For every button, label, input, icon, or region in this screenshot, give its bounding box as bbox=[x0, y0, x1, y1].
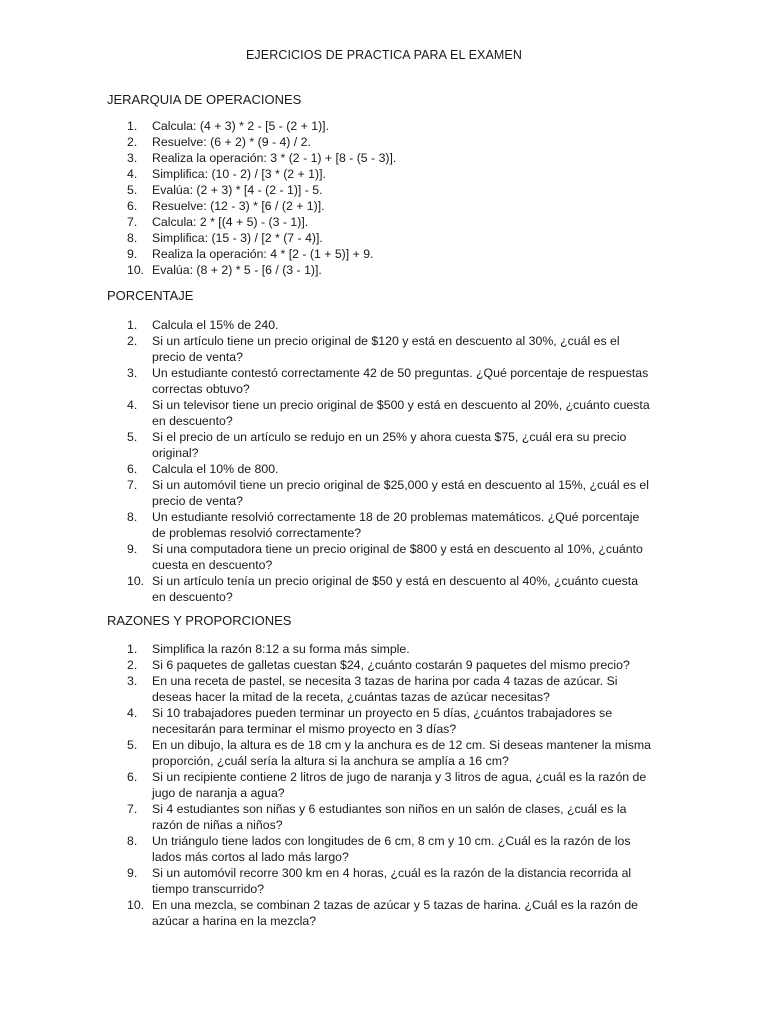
item-text-line: Un triángulo tiene lados con longitudes de 6 cm, 8 cm y 10 cm. ¿Cuál es la razón de los bbox=[152, 834, 631, 848]
item-number: 5. bbox=[127, 430, 138, 444]
section-heading: JERARQUIA DE OPERACIONES bbox=[107, 92, 302, 107]
item-text: Simplifica: (15 - 3) / [2 * (7 - 4)]. bbox=[152, 231, 323, 245]
item-number: 8. bbox=[127, 231, 138, 245]
item-text-line: Si un recipiente contiene 2 litros de jugo de naranja y 3 litros de agua, ¿cuál es la razón de bbox=[152, 770, 647, 784]
item-text-line: Calcula el 10% de 800. bbox=[152, 462, 279, 476]
item-number: 3. bbox=[127, 151, 138, 165]
list-item bbox=[107, 429, 667, 461]
list-item bbox=[107, 262, 667, 278]
item-text-line: En un dibujo, la altura es de 18 cm y la anchura es de 12 cm. Si deseas mantener la misma bbox=[152, 738, 651, 752]
item-number: 9. bbox=[127, 247, 138, 261]
item-number: 1. bbox=[127, 318, 138, 332]
list-item bbox=[107, 317, 667, 333]
item-text-line: Si un artículo tiene un precio original de $120 y está en descuento al 30%, ¿cuál es el bbox=[152, 334, 620, 348]
item-text-line: En una mezcla, se combinan 2 tazas de azúcar y 5 tazas de harina. ¿Cuál es la razón de bbox=[152, 898, 638, 912]
item-text-line: de problemas resolvió correctamente? bbox=[152, 526, 362, 540]
item-number: 1. bbox=[127, 119, 138, 133]
list-item bbox=[107, 397, 667, 429]
item-number: 7. bbox=[127, 802, 138, 816]
item-number: 4. bbox=[127, 398, 138, 412]
section-heading: RAZONES Y PROPORCIONES bbox=[107, 613, 292, 628]
item-text-line: Si un artículo tenía un precio original de $50 y está en descuento al 40%, ¿cuánto cuesta bbox=[152, 574, 639, 588]
list-item bbox=[107, 477, 667, 509]
list-item bbox=[107, 737, 667, 769]
item-text-line: original? bbox=[152, 446, 199, 460]
list-item bbox=[107, 134, 667, 150]
list-item bbox=[107, 705, 667, 737]
list-item bbox=[107, 801, 667, 833]
list-item bbox=[107, 365, 667, 397]
item-text-line: razón de niñas a niños? bbox=[152, 818, 283, 832]
list-item bbox=[107, 541, 667, 573]
item-text-line: Si una computadora tiene un precio original de $800 y está en descuento al 10%, ¿cuánto bbox=[152, 542, 643, 556]
list-item bbox=[107, 150, 667, 166]
item-text-line: precio de venta? bbox=[152, 494, 243, 508]
list-item bbox=[107, 461, 667, 477]
exercise-list bbox=[107, 641, 667, 929]
item-text-line: correctas obtuvo? bbox=[152, 382, 250, 396]
item-text-line: Si un automóvil tiene un precio original de $25,000 y está en descuento al 15%, ¿cuál es el bbox=[152, 478, 649, 492]
list-item bbox=[107, 897, 667, 929]
list-item bbox=[107, 573, 667, 605]
item-text: Resuelve: (6 + 2) * (9 - 4) / 2. bbox=[152, 135, 311, 149]
list-item bbox=[107, 509, 667, 541]
item-number: 6. bbox=[127, 462, 138, 476]
item-number: 9. bbox=[127, 542, 138, 556]
item-text-line: Si un automóvil recorre 300 km en 4 horas, ¿cuál es la razón de la distancia recorrida al bbox=[152, 866, 632, 880]
item-number: 3. bbox=[127, 674, 138, 688]
item-text-line: Un estudiante resolvió correctamente 18 de 20 problemas matemáticos. ¿Qué porcentaje bbox=[152, 510, 640, 524]
item-number: 2. bbox=[127, 334, 138, 348]
list-item bbox=[107, 230, 667, 246]
item-text-line: Un estudiante contestó correctamente 42 de 50 preguntas. ¿Qué porcentaje de respuestas bbox=[152, 366, 649, 380]
list-item bbox=[107, 198, 667, 214]
item-text: Simplifica: (10 - 2) / [3 * (2 + 1)]. bbox=[152, 167, 326, 181]
item-number: 10. bbox=[127, 898, 145, 912]
item-text-line: Si 10 trabajadores pueden terminar un proyecto en 5 días, ¿cuántos trabajadores se bbox=[152, 706, 613, 720]
list-item bbox=[107, 641, 667, 657]
section-heading: PORCENTAJE bbox=[107, 288, 194, 303]
section-porcentaje bbox=[107, 288, 667, 605]
item-text-line: Simplifica la razón 8:12 a su forma más simple. bbox=[152, 642, 410, 656]
item-number: 7. bbox=[127, 215, 138, 229]
item-number: 2. bbox=[127, 135, 138, 149]
list-item bbox=[107, 246, 667, 262]
item-text-line: en descuento? bbox=[152, 414, 233, 428]
item-text: Evalúa: (2 + 3) * [4 - (2 - 1)] - 5. bbox=[152, 183, 323, 197]
item-text: Resuelve: (12 - 3) * [6 / (2 + 1)]. bbox=[152, 199, 325, 213]
document-title: EJERCICIOS DE PRACTICA PARA EL EXAMEN bbox=[246, 48, 522, 62]
exercise-list bbox=[107, 317, 667, 605]
list-item bbox=[107, 865, 667, 897]
item-text-line: Si 6 paquetes de galletas cuestan $24, ¿cuánto costarán 9 paquetes del mismo precio? bbox=[152, 658, 630, 672]
item-text-line: deseas hacer la mitad de la receta, ¿cuántas tazas de azúcar necesitas? bbox=[152, 690, 550, 704]
item-text-line: azúcar a harina en la mezcla? bbox=[152, 914, 317, 928]
item-number: 6. bbox=[127, 770, 138, 784]
item-number: 9. bbox=[127, 866, 138, 880]
item-number: 10. bbox=[127, 574, 145, 588]
item-text-line: cuesta en descuento? bbox=[152, 558, 273, 572]
list-item bbox=[107, 118, 667, 134]
item-text-line: precio de venta? bbox=[152, 350, 243, 364]
item-number: 1. bbox=[127, 642, 138, 656]
item-number: 3. bbox=[127, 366, 138, 380]
item-text-line: Si 4 estudiantes son niñas y 6 estudiantes son niños en un salón de clases, ¿cuál es la bbox=[152, 802, 627, 816]
list-item bbox=[107, 657, 667, 673]
item-number: 7. bbox=[127, 478, 138, 492]
exercise-list bbox=[107, 118, 667, 278]
list-item bbox=[107, 673, 667, 705]
item-text: Realiza la operación: 4 * [2 - (1 + 5)] + 9. bbox=[152, 247, 374, 261]
item-text-line: Calcula el 15% de 240. bbox=[152, 318, 279, 332]
item-text-line: En una receta de pastel, se necesita 3 tazas de harina por cada 4 tazas de azúcar. Si bbox=[152, 674, 618, 688]
list-item bbox=[107, 769, 667, 801]
item-number: 4. bbox=[127, 706, 138, 720]
item-text: Calcula: (4 + 3) * 2 - [5 - (2 + 1)]. bbox=[152, 119, 330, 133]
item-number: 6. bbox=[127, 199, 138, 213]
list-item bbox=[107, 166, 667, 182]
item-number: 8. bbox=[127, 834, 138, 848]
item-text-line: jugo de naranja a agua? bbox=[152, 786, 285, 800]
item-text: Calcula: 2 * [(4 + 5) - (3 - 1)]. bbox=[152, 215, 309, 229]
item-text-line: tiempo transcurrido? bbox=[152, 882, 265, 896]
section-razones bbox=[107, 613, 667, 929]
item-text-line: proporción, ¿cuál sería la altura si la anchura se amplía a 16 cm? bbox=[152, 754, 509, 768]
list-item bbox=[107, 833, 667, 865]
list-item bbox=[107, 214, 667, 230]
list-item bbox=[107, 333, 667, 365]
item-number: 2. bbox=[127, 658, 138, 672]
item-text-line: en descuento? bbox=[152, 590, 233, 604]
item-text-line: lados más cortos al lado más largo? bbox=[152, 850, 349, 864]
item-text-line: Si un televisor tiene un precio original de $500 y está en descuento al 20%, ¿cuánto cuesta bbox=[152, 398, 650, 412]
section-jerarquia bbox=[107, 92, 667, 278]
item-text-line: Si el precio de un artículo se redujo en un 25% y ahora cuesta $75, ¿cuál era su precio bbox=[152, 430, 627, 444]
item-number: 8. bbox=[127, 510, 138, 524]
item-text-line: necesitarán para terminar el mismo proyecto en 3 días? bbox=[152, 722, 457, 736]
item-text: Evalúa: (8 + 2) * 5 - [6 / (3 - 1)]. bbox=[152, 263, 322, 277]
item-number: 5. bbox=[127, 738, 138, 752]
list-item bbox=[107, 182, 667, 198]
item-number: 4. bbox=[127, 167, 138, 181]
item-number: 10. bbox=[127, 263, 145, 277]
item-number: 5. bbox=[127, 183, 138, 197]
item-text: Realiza la operación: 3 * (2 - 1) + [8 - (5 - 3)]. bbox=[152, 151, 397, 165]
